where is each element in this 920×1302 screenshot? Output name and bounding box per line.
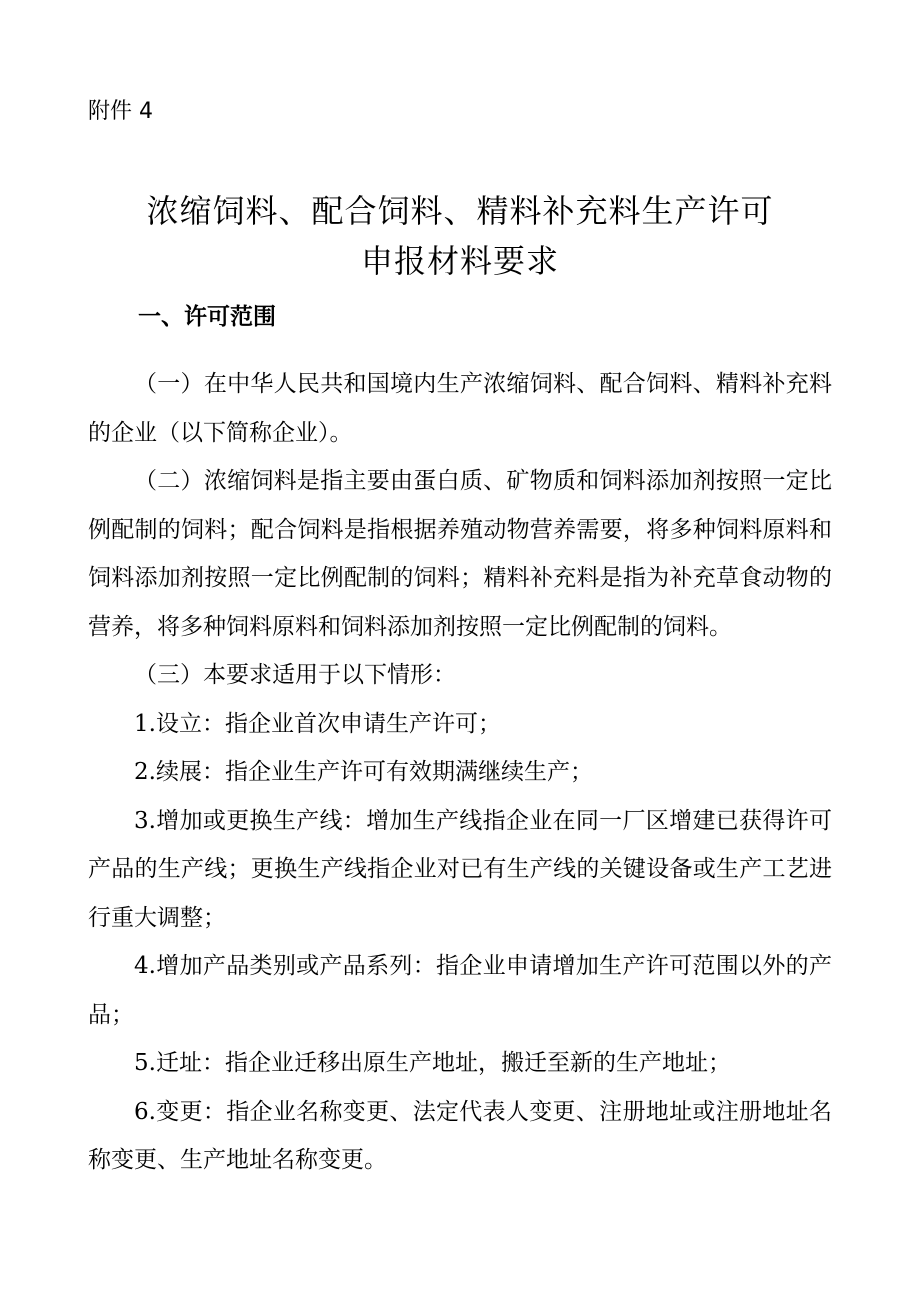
document-title-line-1: 浓缩饲料、配合饲料、精料补充料生产许可: [146, 192, 774, 230]
paragraph-8: 5.迁址：指企业迁移出原生产地址，搬迁至新的生产地址；: [134, 1050, 731, 1076]
paragraph-9: 6.变更：指企业名称变更、法定代表人变更、注册地址或注册地址名称变更、生产地址名称变更。: [88, 1098, 832, 1173]
paragraph-6: 3.增加或更换生产线：增加生产线指企业在同一厂区增建已获得许可产品的生产线；更换生产线指企业对已有生产线的关键设备或生产工艺进行重大调整；: [88, 807, 832, 931]
paragraph-7: 4.增加产品类别或产品系列：指企业申请增加生产许可范围以外的产品；: [88, 953, 832, 1028]
document-title-line-2: 申报材料要求: [360, 242, 559, 280]
paragraph-4: 1.设立：指企业首次申请生产许可；: [134, 710, 501, 737]
paragraph-5: 2.续展：指企业生产许可有效期满继续生产；: [134, 759, 593, 785]
paragraph-1: （一）在中华人民共和国境内生产浓缩饲料、配合饲料、精料补充料的企业（以下简称企业）。: [88, 371, 832, 446]
paragraph-2: （二）浓缩饲料是指主要由蛋白质、矿物质和饲料添加剂按照一定比例配制的饲料；配合饲料是指根据养殖动物营养需要，将多种饲料原料和饲料添加剂按照一定比例配制的饲料；精料补充料是指为补充草食动物的营养，将多种饲料原料和饲料添加剂按照一定比例配制的饲料。: [88, 468, 832, 640]
section-body: [88, 360, 832, 1185]
paragraph-3: （三）本要求适用于以下情形：: [134, 662, 456, 688]
section-heading: 一、许可范围: [138, 304, 276, 330]
attachment-label: 附件 4: [88, 99, 153, 124]
